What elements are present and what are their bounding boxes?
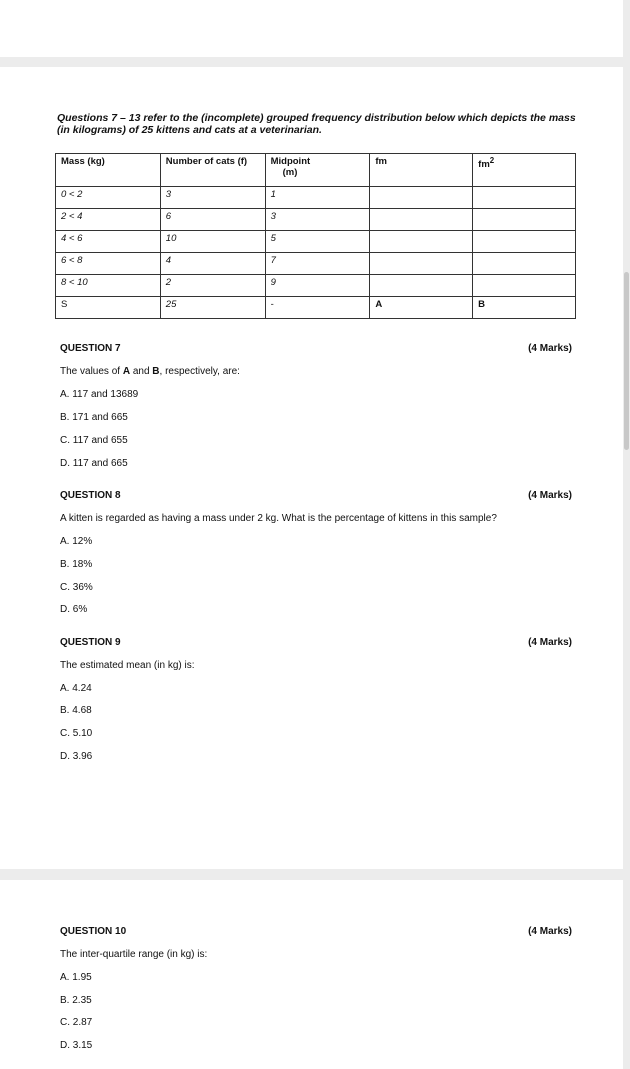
q7-text-pre: The values of [60, 366, 123, 377]
question-8-title: QUESTION 8 [60, 490, 121, 501]
header-fm2 [473, 154, 576, 187]
cell-f: 10 [160, 231, 265, 253]
cell-f: 6 [160, 209, 265, 231]
page-sheet-previous [0, 0, 623, 57]
question-8-option-d: D. 6% [60, 604, 88, 615]
question-10-text: The inter-quartile range (in kg) is: [60, 949, 208, 960]
table-total-row [56, 297, 576, 319]
question-9-text: The estimated mean (in kg) is: [60, 660, 195, 671]
cell-fm [370, 275, 473, 297]
question-7-header [60, 343, 572, 354]
question-10-option-c: C. 2.87 [60, 1017, 93, 1028]
q7-text-b: B [152, 366, 160, 377]
question-7-marks: (4 Marks) [528, 343, 572, 354]
question-7-option-b: B. 171 and 665 [60, 412, 128, 423]
question-10-option-a: A. 1.95 [60, 972, 92, 983]
cell-m: 1 [265, 187, 370, 209]
question-7-option-c: C. 117 and 655 [60, 435, 128, 446]
table-row [56, 187, 576, 209]
header-mass: Mass (kg) [56, 154, 161, 187]
cell-total-fm2: B [473, 297, 576, 319]
header-fm: fm [370, 154, 473, 187]
question-9-option-a: A. 4.24 [60, 683, 92, 694]
header-midpoint [265, 154, 370, 187]
question-10-header [60, 926, 572, 937]
header-fm2-exp: 2 [489, 156, 495, 165]
cell-m: 3 [265, 209, 370, 231]
cell-fm2 [473, 275, 576, 297]
table-header-row [56, 154, 576, 187]
question-8-header [60, 490, 572, 501]
cell-f: 4 [160, 253, 265, 275]
cell-fm [370, 231, 473, 253]
cell-mass: 4 < 6 [56, 231, 161, 253]
question-7-title: QUESTION 7 [60, 343, 121, 354]
question-9-marks: (4 Marks) [528, 637, 572, 648]
question-8-option-c: C. 36% [60, 582, 93, 593]
cell-m: 9 [265, 275, 370, 297]
question-10-option-b: B. 2.35 [60, 995, 92, 1006]
question-8-marks: (4 Marks) [528, 490, 572, 501]
q7-text-mid: and [130, 366, 153, 377]
question-8-text: A kitten is regarded as having a mass under 2 kg. What is the percentage of kittens in this sample? [60, 513, 497, 524]
cell-total-label: S [56, 297, 161, 319]
header-fm2-base: fm [478, 159, 490, 171]
cell-fm [370, 209, 473, 231]
table-row [56, 209, 576, 231]
cell-mass: 8 < 10 [56, 275, 161, 297]
cell-mass: 0 < 2 [56, 187, 161, 209]
table-row [56, 231, 576, 253]
q7-text-post: , respectively, are: [159, 366, 240, 377]
cell-mass: 6 < 8 [56, 253, 161, 275]
cell-total-f: 25 [160, 297, 265, 319]
q7-text-a: A [122, 366, 131, 377]
question-9-option-b: B. 4.68 [60, 705, 92, 716]
header-number: Number of cats (f) [160, 154, 265, 187]
question-9-title: QUESTION 9 [60, 637, 121, 648]
cell-m: 5 [265, 231, 370, 253]
question-10-title: QUESTION 10 [60, 926, 127, 937]
question-10-marks: (4 Marks) [528, 926, 572, 937]
vertical-scrollbar[interactable] [624, 272, 629, 450]
question-7-option-d: D. 117 and 665 [60, 458, 128, 469]
question-7-text [60, 366, 240, 377]
page-sheet-next [0, 880, 623, 1069]
cell-fm2 [473, 231, 576, 253]
question-7-option-a: A. 117 and 13689 [60, 389, 139, 400]
question-9-option-d: D. 3.96 [60, 751, 93, 762]
cell-total-m: - [265, 297, 370, 319]
cell-fm2 [473, 187, 576, 209]
table-row [56, 253, 576, 275]
question-9-header [60, 637, 572, 648]
cell-fm2 [473, 253, 576, 275]
question-9-option-c: C. 5.10 [60, 728, 93, 739]
frequency-table [55, 153, 576, 319]
question-8-option-b: B. 18% [60, 559, 93, 570]
questions-intro: Questions 7 – 13 refer to the (incomplete) grouped frequency distribution below which depicts the mass (in kilograms) of 25 kittens and cats at a veterinarian. [57, 112, 576, 136]
cell-f: 3 [160, 187, 265, 209]
cell-fm2 [473, 209, 576, 231]
table-row [56, 275, 576, 297]
cell-mass: 2 < 4 [56, 209, 161, 231]
header-midpoint-label: Midpoint [270, 156, 311, 167]
cell-total-fm: A [370, 297, 473, 319]
header-midpoint-sub: (m) [282, 167, 298, 178]
cell-fm [370, 187, 473, 209]
question-8-option-a: A. 12% [60, 536, 93, 547]
question-10-option-d: D. 3.15 [60, 1040, 93, 1051]
cell-m: 7 [265, 253, 370, 275]
cell-fm [370, 253, 473, 275]
cell-f: 2 [160, 275, 265, 297]
